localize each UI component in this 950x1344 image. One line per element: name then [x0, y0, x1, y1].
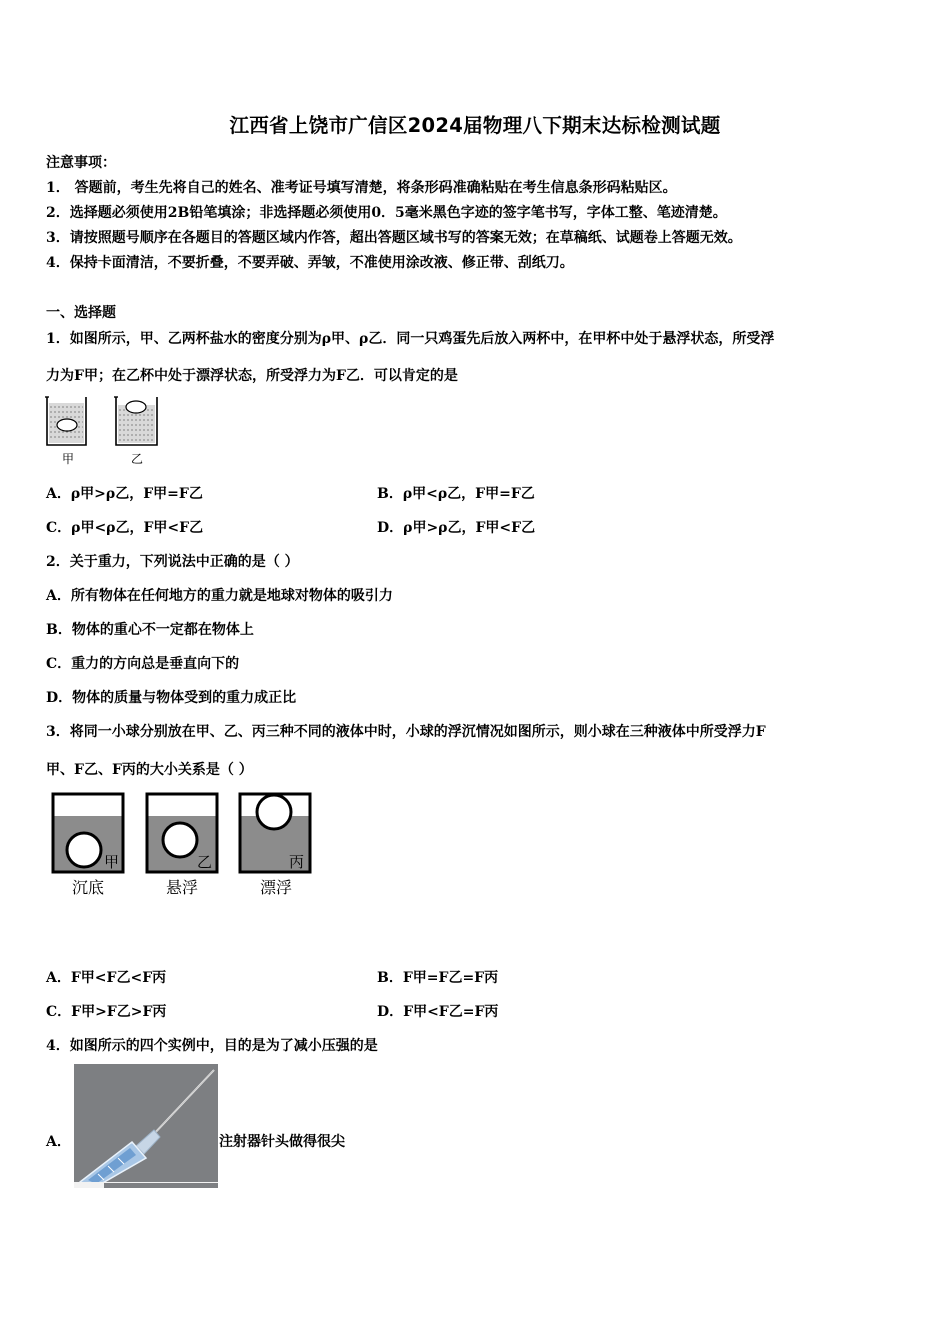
q1-stem-line2: 力为F甲；在乙杯中处于漂浮状态，所受浮力为F乙．可以肯定的是 [46, 368, 458, 384]
beaker-label-yi: 乙 [131, 452, 144, 465]
egg-suspended [57, 419, 77, 431]
container-tag-yi: 乙 [197, 853, 213, 871]
notice-item-3: 3．请按照题号顺序在各题目的答题区域内作答，超出答题区域书写的答案无效；在草稿纸、试题卷上答题无效。 [46, 230, 742, 246]
q1-option-a[interactable]: A．ρ甲>ρ乙，F甲=F乙 [46, 486, 203, 502]
q4-stem: 4．如图所示的四个实例中，目的是为了减小压强的是 [46, 1038, 378, 1054]
q3-option-b[interactable]: B．F甲=F乙=F丙 [377, 970, 499, 986]
syringe-photo [74, 1064, 218, 1188]
notice-item-2: 2．选择题必须使用2B铅笔填涂；非选择题必须使用0．5毫米黑色字迹的签字笔书写，字体工整、笔迹清楚。 [46, 205, 727, 221]
q3-option-a[interactable]: A．F甲<F乙<F丙 [46, 970, 167, 986]
section-heading: 一、选择题 [46, 305, 116, 321]
q1-stem-line1: 1．如图所示，甲、乙两杯盐水的密度分别为ρ甲、ρ乙．同一只鸡蛋先后放入两杯中，在甲杯中处于悬浮状态，所受浮 [46, 331, 775, 347]
notice-item-1: 1． 答题前，考生先将自己的姓名、准考证号填写清楚，将条形码准确粘贴在考生信息条形码粘贴区。 [46, 180, 677, 196]
caption-sink: 沉底 [72, 878, 105, 897]
q3-option-c[interactable]: C．F甲>F乙>F丙 [46, 1004, 167, 1020]
q2-option-d[interactable]: D．物体的质量与物体受到的重力成正比 [46, 690, 297, 706]
q2-option-c[interactable]: C．重力的方向总是垂直向下的 [46, 656, 240, 672]
container-tag-jia: 甲 [104, 853, 120, 871]
notice-item-4: 4．保持卡面清洁，不要折叠，不要弄破、弄皱，不准使用涂改液、修正带、刮纸刀。 [46, 255, 574, 271]
container-suspend [147, 794, 217, 872]
q1-beakers-figure [44, 393, 166, 465]
beaker-jia [45, 397, 86, 445]
container-tag-bing: 丙 [289, 853, 305, 871]
q3-containers-figure [50, 792, 316, 904]
q1-option-c[interactable]: C．ρ甲<ρ乙，F甲<F乙 [46, 520, 204, 536]
q1-option-d[interactable]: D．ρ甲>ρ乙，F甲<F乙 [377, 520, 536, 536]
q2-option-a[interactable]: A．所有物体在任何地方的重力就是地球对物体的吸引力 [46, 588, 393, 604]
egg-floating [126, 401, 146, 413]
container-sink [53, 794, 123, 872]
q1-option-b[interactable]: B．ρ甲<ρ乙，F甲=F乙 [377, 486, 535, 502]
container-float [240, 794, 310, 872]
q4-option-a-text[interactable]: 注射器针头做得很尖 [219, 1134, 345, 1150]
notice-heading: 注意事项： [46, 155, 116, 171]
q3-option-d[interactable]: D．F甲<F乙=F丙 [377, 1004, 499, 1020]
q3-stem-line2: 甲、F乙、F丙的大小关系是（ ） [46, 762, 253, 778]
q2-option-b[interactable]: B．物体的重心不一定都在物体上 [46, 622, 254, 638]
q2-stem: 2．关于重力，下列说法中正确的是（ ） [46, 554, 299, 570]
beaker-label-jia: 甲 [62, 452, 75, 465]
q3-stem-line1: 3．将同一小球分别放在甲、乙、丙三种不同的液体中时，小球的浮沉情况如图所示，则小球在三种液体中所受浮力F [46, 724, 766, 740]
beaker-yi [114, 397, 157, 445]
caption-suspend: 悬浮 [166, 878, 199, 897]
page-title: 江西省上饶市广信区2024届物理八下期末达标检测试题 [229, 114, 721, 137]
q4-option-a-letter[interactable]: A． [46, 1134, 71, 1150]
caption-float: 漂浮 [260, 878, 293, 897]
